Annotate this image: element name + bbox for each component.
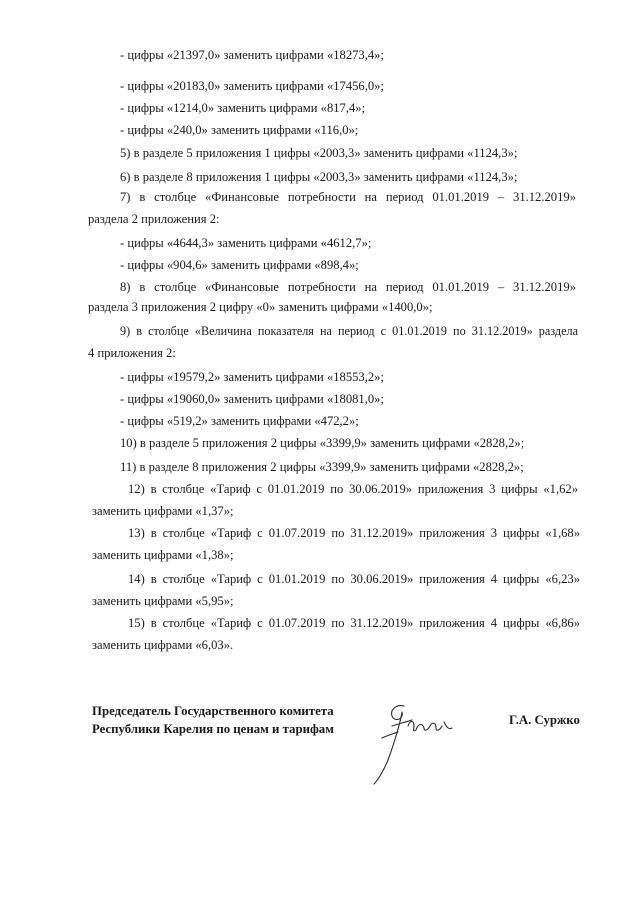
text-line: заменить цифрами «6,03». <box>92 638 234 652</box>
text-segment: 13) в столбце «Тариф с 01.07.2019 по 31.12.2019» приложения 3 цифры «1,68» <box>128 526 580 540</box>
text-segment: 7) в столбце «Финансовые потребности на период 01.01.2019 – 31.12.2019» <box>120 190 576 204</box>
text-line: 4 приложения 2: <box>88 346 176 360</box>
text-line-justified <box>128 571 580 587</box>
text-line: заменить цифрами «1,38»; <box>92 548 234 562</box>
text-line: 10) в разделе 5 приложения 2 цифры «3399,9» заменить цифрами «2828,2»; <box>120 436 525 450</box>
text-line: - цифры «4644,3» заменить цифрами «4612,7»; <box>120 236 372 250</box>
text-segment: 12) в столбце «Тариф с 01.01.2019 по 30.06.2019» приложения 3 цифры «1,62» <box>128 482 578 496</box>
text-segment: 15) в столбце «Тариф с 01.07.2019 по 31.12.2019» приложения 4 цифры «6,86» <box>128 616 580 630</box>
text-line-justified <box>128 615 580 631</box>
text-segment: 9) в столбце «Величина показателя на период с 01.01.2019 по 31.12.2019» раздела <box>120 324 578 338</box>
text-line: заменить цифрами «1,37»; <box>92 504 234 518</box>
text-line: раздела 3 приложения 2 цифру «0» заменить цифрами «1400,0»; <box>88 300 433 314</box>
signatory-title <box>92 702 334 738</box>
text-line: 11) в разделе 8 приложения 2 цифры «3399,9» заменить цифрами «2828,2»; <box>120 460 524 474</box>
text-line-justified <box>120 279 576 295</box>
text-line: 5) в разделе 5 приложения 1 цифры «2003,3» заменить цифрами «1124,3»; <box>120 146 518 160</box>
text-line: - цифры «19579,2» заменить цифрами «18553,2»; <box>120 370 384 384</box>
text-line: 6) в разделе 8 приложения 1 цифры «2003,3» заменить цифрами «1124,3»; <box>120 170 518 184</box>
signatory-name: Г.А. Суржко <box>509 713 580 727</box>
text-line: - цифры «519,2» заменить цифрами «472,2»; <box>120 414 359 428</box>
text-segment: 8) в столбце «Финансовые потребности на период 01.01.2019 – 31.12.2019» <box>120 280 576 294</box>
text-line: - цифры «19060,0» заменить цифрами «18081,0»; <box>120 392 384 406</box>
text-line: - цифры «904,6» заменить цифрами «898,4»; <box>120 258 359 272</box>
text-line-justified <box>128 481 578 497</box>
text-segment: 14) в столбце «Тариф с 01.01.2019 по 30.06.2019» приложения 4 цифры «6,23» <box>128 572 580 586</box>
text-line: - цифры «20183,0» заменить цифрами «17456,0»; <box>120 79 384 93</box>
text-line: заменить цифрами «5,95»; <box>92 594 234 608</box>
text-line: - цифры «240,0» заменить цифрами «116,0»; <box>120 123 359 137</box>
handwritten-signature <box>352 698 462 788</box>
text-line: - цифры «21397,0» заменить цифрами «18273,4»; <box>120 48 384 62</box>
text-line-justified <box>128 525 580 541</box>
signatory-title-line2: Республики Карелия по ценам и тарифам <box>92 722 334 736</box>
text-line: раздела 2 приложения 2: <box>88 212 220 226</box>
text-line-justified <box>120 189 576 205</box>
text-line-justified <box>120 323 578 339</box>
text-line: - цифры «1214,0» заменить цифрами «817,4»; <box>120 101 366 115</box>
signatory-title-line1: Председатель Государственного комитета <box>92 704 334 718</box>
